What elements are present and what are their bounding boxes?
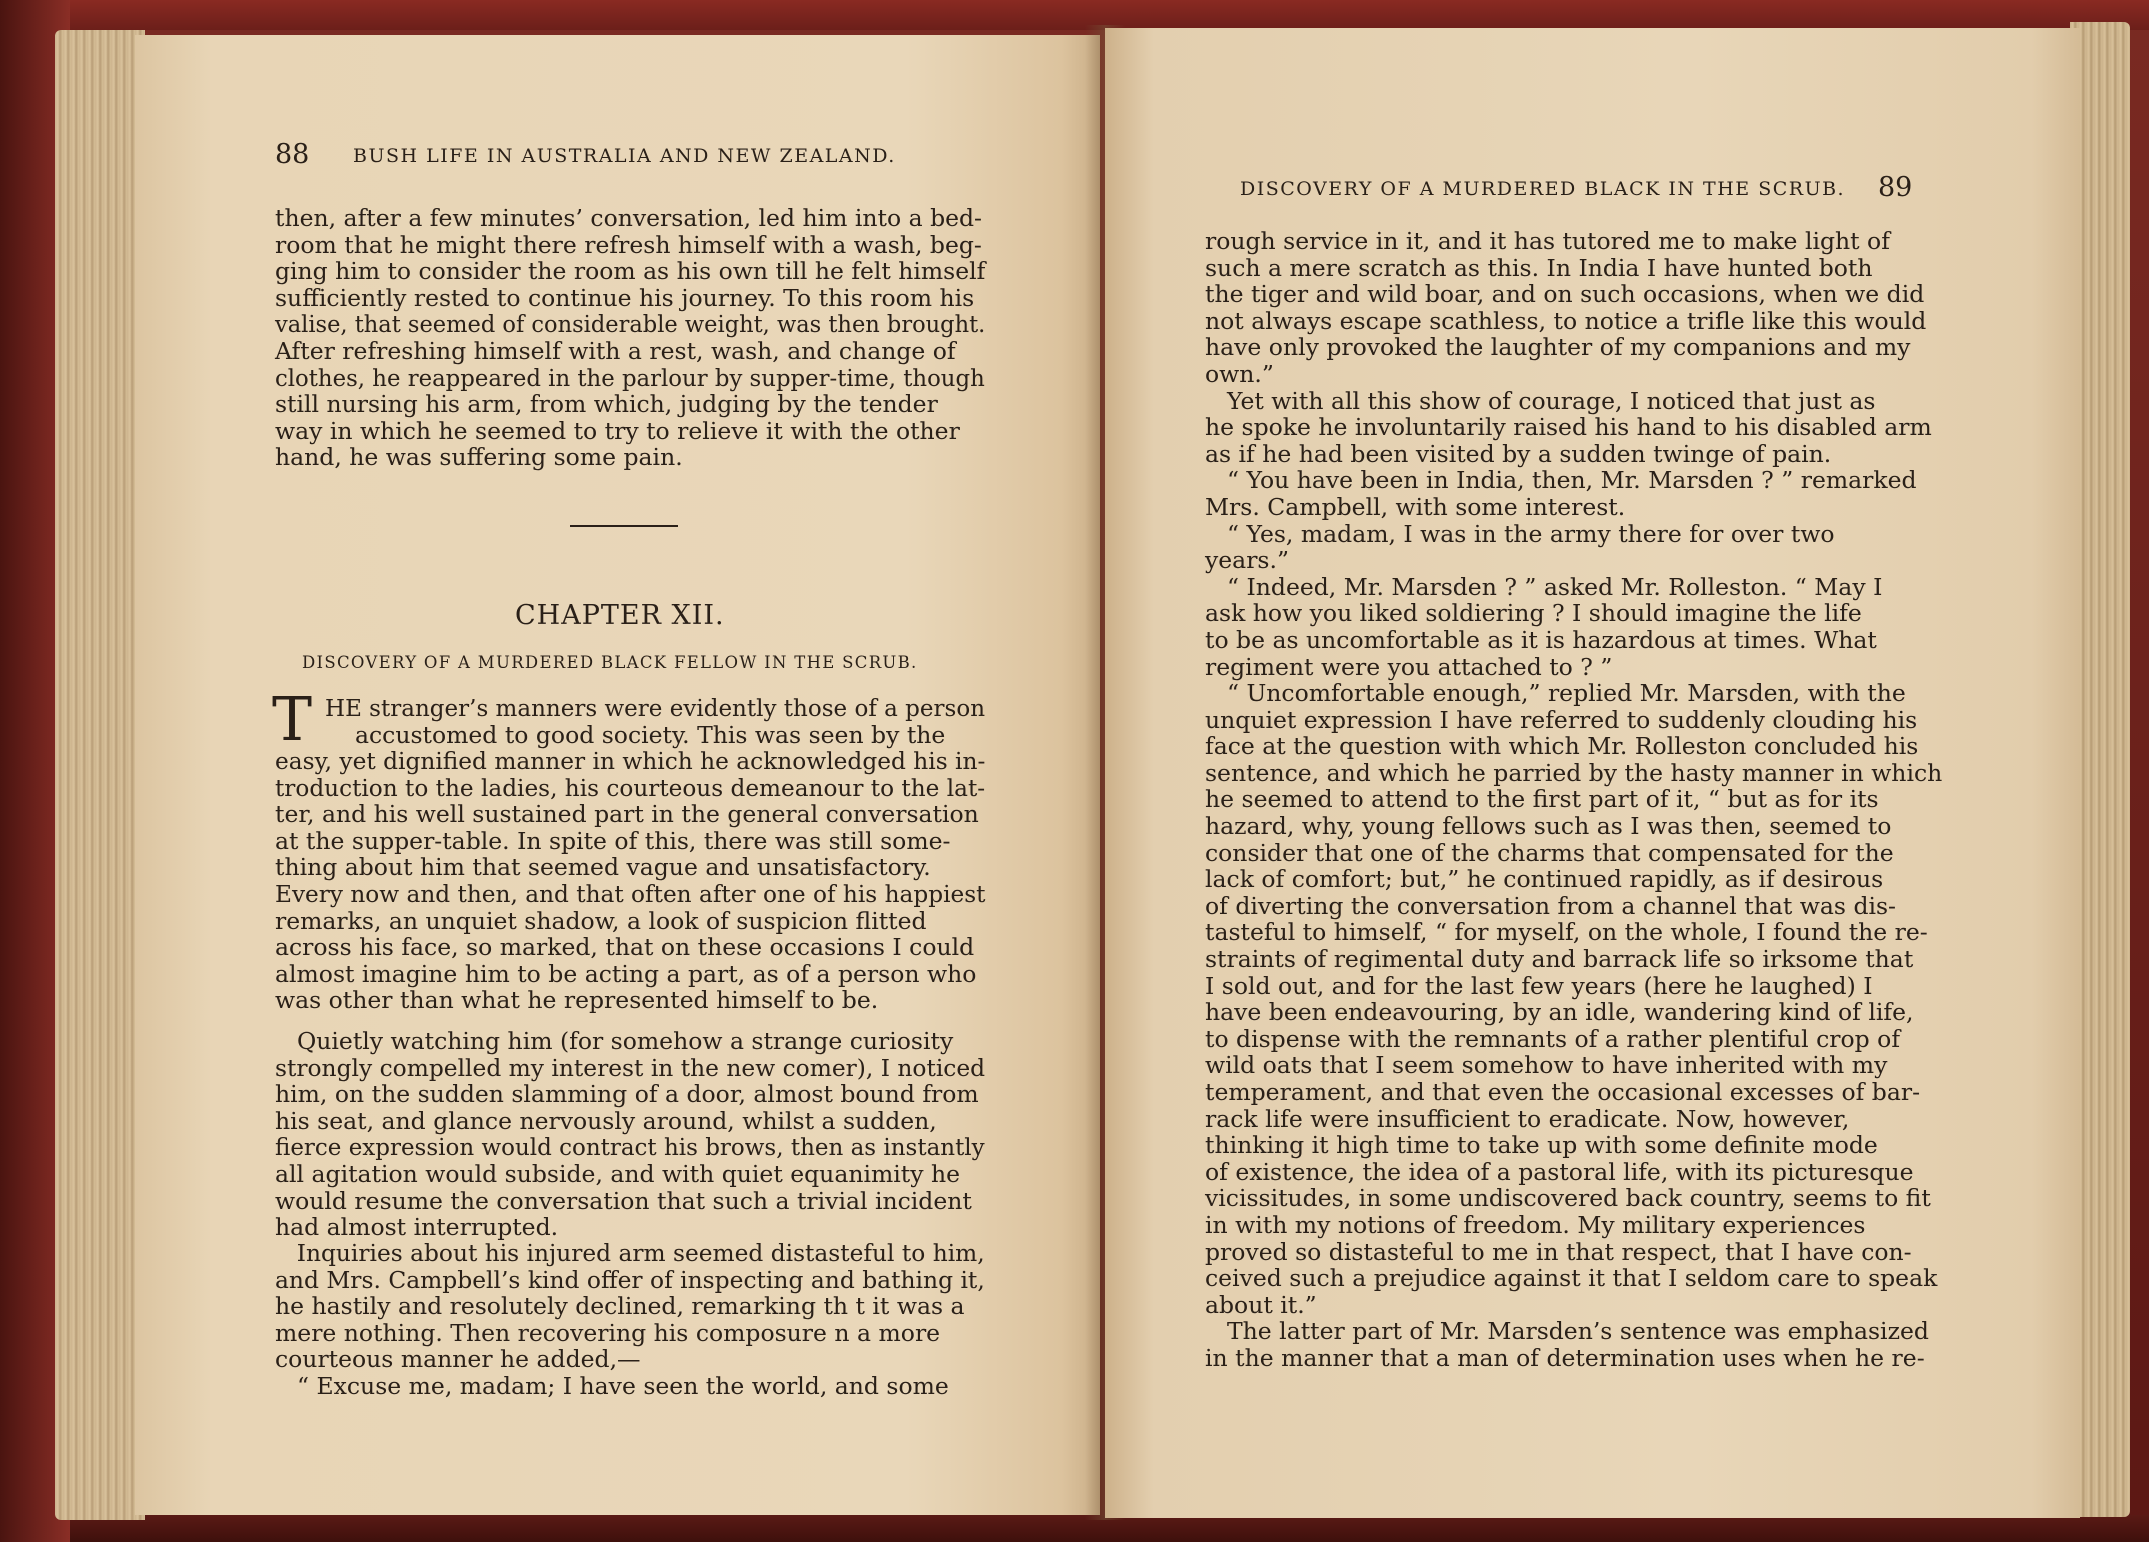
- right-page-text: [1205, 228, 2020, 1372]
- text-line: straints of regimental duty and barrack life so irksome that: [1205, 945, 1914, 974]
- text-line: Yet with all this show of courage, I noticed that just as: [1227, 386, 1876, 415]
- text-line: consider that one of the charms that compensated for the: [1205, 838, 1894, 867]
- chapter-subtitle: DISCOVERY OF A MURDERED BLACK FELLOW IN THE SCRUB.: [302, 653, 918, 672]
- first-paragraph-opening: [325, 695, 985, 748]
- right-page-number: 89: [1878, 172, 1913, 203]
- text-line: face at the question with which Mr. Rolleston concluded his: [1205, 732, 1919, 761]
- text-line: all agitation would subside, and with quiet equanimity he: [275, 1159, 961, 1188]
- text-line: proved so distasteful to me in that respect, that I have con-: [1205, 1237, 1912, 1266]
- text-line: wild oats that I seem somehow to have inherited with my: [1205, 1051, 1888, 1080]
- text-line: he hastily and resolutely declined, remarking th t it was a: [275, 1292, 965, 1321]
- text-line: After refreshing himself with a rest, wash, and change of: [275, 336, 956, 365]
- text-line: ceived such a prejudice against it that I seldom care to speak: [1205, 1264, 1938, 1293]
- text-line: about it.”: [1205, 1290, 1317, 1319]
- chapter-title: CHAPTER XII.: [515, 600, 725, 631]
- text-line: at the supper-table. In spite of this, there was still some-: [275, 826, 951, 855]
- text-line: clothes, he reappeared in the parlour by supper-time, though: [275, 363, 985, 392]
- left-running-header: BUSH LIFE IN AUSTRALIA AND NEW ZEALAND.: [353, 145, 896, 167]
- text-line: then, after a few minutes’ conversation, led him into a bed-: [275, 204, 982, 232]
- text-line: sufficiently rested to continue his journey. To this room his: [275, 283, 975, 312]
- text-line: ask how you liked soldiering ? I should imagine the life: [1205, 599, 1862, 628]
- text-line: to dispense with the remnants of a rather plentiful crop of: [1205, 1024, 1901, 1053]
- text-line: such a mere scratch as this. In India I have hunted both: [1205, 253, 1873, 282]
- text-line: and Mrs. Campbell’s kind offer of inspecting and bathing it,: [275, 1265, 985, 1294]
- left-page-number: 88: [275, 139, 310, 170]
- text-line: “ Indeed, Mr. Marsden ? ” asked Mr. Rolleston. “ May I: [1227, 572, 1883, 601]
- text-line: he seemed to attend to the first part of it, “ but as for its: [1205, 785, 1879, 814]
- text-line: ging him to consider the room as his own till he felt himself: [275, 257, 986, 286]
- left-top-paragraph: [275, 205, 985, 471]
- text-line: regiment were you attached to ? ”: [1205, 652, 1613, 681]
- right-page: [1105, 28, 2080, 1518]
- text-line: “ Excuse me, madam; I have seen the world, and some: [297, 1371, 949, 1400]
- text-line: “ Yes, madam, I was in the army there for over two: [1227, 519, 1835, 548]
- text-line: way in which he seemed to try to relieve it with the other: [275, 416, 960, 445]
- cover-bottom-edge: [0, 1515, 2149, 1542]
- text-line: was other than what he represented himself to be.: [275, 986, 879, 1015]
- text-line: “ You have been in India, then, Mr. Marsden ? ” remarked: [1227, 466, 1917, 495]
- text-line: still nursing his arm, from which, judging by the tender: [275, 390, 938, 419]
- text-line: in the manner that a man of determination uses when he re-: [1205, 1343, 1925, 1372]
- text-line: to be as uncomfortable as it is hazardous at times. What: [1205, 625, 1877, 654]
- text-line: mere nothing. Then recovering his composure n a more: [275, 1318, 941, 1347]
- text-line: Inquiries about his injured arm seemed distasteful to him,: [296, 1239, 985, 1267]
- text-line: have been endeavouring, by an idle, wandering kind of life,: [1205, 998, 1914, 1027]
- text-line: had almost interrupted.: [275, 1213, 559, 1242]
- text-line: I sold out, and for the last few years (here he laughed) I: [1205, 971, 1873, 1000]
- text-line: “ Uncomfortable enough,” replied Mr. Marsden, with the: [1227, 679, 1906, 708]
- text-line: thing about him that seemed vague and unsatisfactory.: [275, 853, 931, 882]
- text-line: lack of comfort; but,” he continued rapidly, as if desirous: [1205, 865, 1884, 894]
- text-line: temperament, and that even the occasional excesses of bar-: [1205, 1078, 1921, 1106]
- text-line: have only provoked the laughter of my companions and my: [1205, 333, 1911, 362]
- text-line: accustomed to good society. This was seen by the: [355, 720, 946, 749]
- text-line: unquiet expression I have referred to suddenly clouding his: [1205, 705, 1918, 734]
- text-line: Every now and then, and that often after one of his happiest: [275, 879, 986, 908]
- text-line: troduction to the ladies, his courteous demeanour to the lat-: [275, 773, 986, 802]
- text-line: Quietly watching him (for somehow a strange curiosity: [297, 1027, 954, 1055]
- text-line: fierce expression would contract his brows, then as instantly: [275, 1133, 985, 1162]
- text-line: of existence, the idea of a pastoral life, with its picturesque: [1205, 1157, 1914, 1186]
- text-line: courteous manner he added,—: [275, 1345, 641, 1374]
- text-line: hazard, why, young fellows such as I was then, seemed to: [1205, 812, 1892, 841]
- text-line: he spoke he involuntarily raised his hand to his disabled arm: [1205, 413, 1932, 442]
- text-line: of diverting the conversation from a channel that was dis-: [1205, 891, 1897, 920]
- text-line: almost imagine him to be acting a part, as of a person who: [275, 959, 977, 988]
- text-line: strongly compelled my interest in the new comer), I noticed: [275, 1053, 986, 1082]
- drop-cap: T: [272, 685, 313, 755]
- second-paragraph: [275, 1028, 985, 1241]
- text-line: own.”: [1205, 359, 1274, 388]
- text-line: vicissitudes, in some undiscovered back country, seems to fit: [1205, 1184, 1931, 1213]
- text-line: across his face, so marked, that on these occasions I could: [275, 933, 975, 962]
- right-running-header: DISCOVERY OF A MURDERED BLACK IN THE SCRUB.: [1240, 178, 1846, 200]
- cover-top-edge: [0, 0, 2149, 30]
- left-page: [135, 35, 1100, 1515]
- text-line: rough service in it, and it has tutored me to make light of: [1205, 227, 1890, 255]
- text-line: him, on the sudden slamming of a door, almost bound from: [275, 1080, 979, 1109]
- text-line: valise, that seemed of considerable weight, was then brought.: [275, 310, 986, 339]
- text-line: ter, and his well sustained part in the general conversation: [275, 800, 979, 829]
- text-line: hand, he was suffering some pain.: [275, 443, 683, 472]
- text-line: the tiger and wild boar, and on such occasions, when we did: [1205, 280, 1925, 309]
- text-line: room that he might there refresh himself with a wash, beg-: [275, 230, 982, 259]
- text-line: sentence, and which he parried by the hasty manner in which: [1205, 758, 1943, 787]
- text-line: The latter part of Mr. Marsden’s sentence was emphasized: [1227, 1317, 1929, 1346]
- text-line: rack life were insufficient to eradicate. Now, however,: [1205, 1104, 1850, 1133]
- text-line: his seat, and glance nervously around, whilst a sudden,: [275, 1106, 937, 1135]
- text-line: would resume the conversation that such a trivial incident: [275, 1186, 972, 1215]
- text-line: years.”: [1205, 546, 1289, 575]
- first-paragraph: [275, 748, 985, 1014]
- text-line: tasteful to himself, “ for myself, on the whole, I found the re-: [1205, 918, 1928, 947]
- text-line: HE stranger’s manners were evidently those of a person: [325, 694, 986, 722]
- text-line: in with my notions of freedom. My military experiences: [1205, 1210, 1866, 1239]
- text-line: remarks, an unquiet shadow, a look of suspicion flitted: [275, 906, 927, 935]
- text-line: as if he had been visited by a sudden twinge of pain.: [1205, 439, 1832, 468]
- section-divider-rule: [570, 525, 678, 527]
- text-line: Mrs. Campbell, with some interest.: [1205, 492, 1626, 521]
- text-line: easy, yet dignified manner in which he acknowledged his in-: [275, 747, 986, 775]
- left-page-edges: [55, 30, 145, 1520]
- text-line: not always escape scathless, to notice a trifle like this would: [1205, 306, 1927, 335]
- third-paragraph: [275, 1240, 985, 1400]
- text-line: thinking it high time to take up with some definite mode: [1205, 1131, 1878, 1160]
